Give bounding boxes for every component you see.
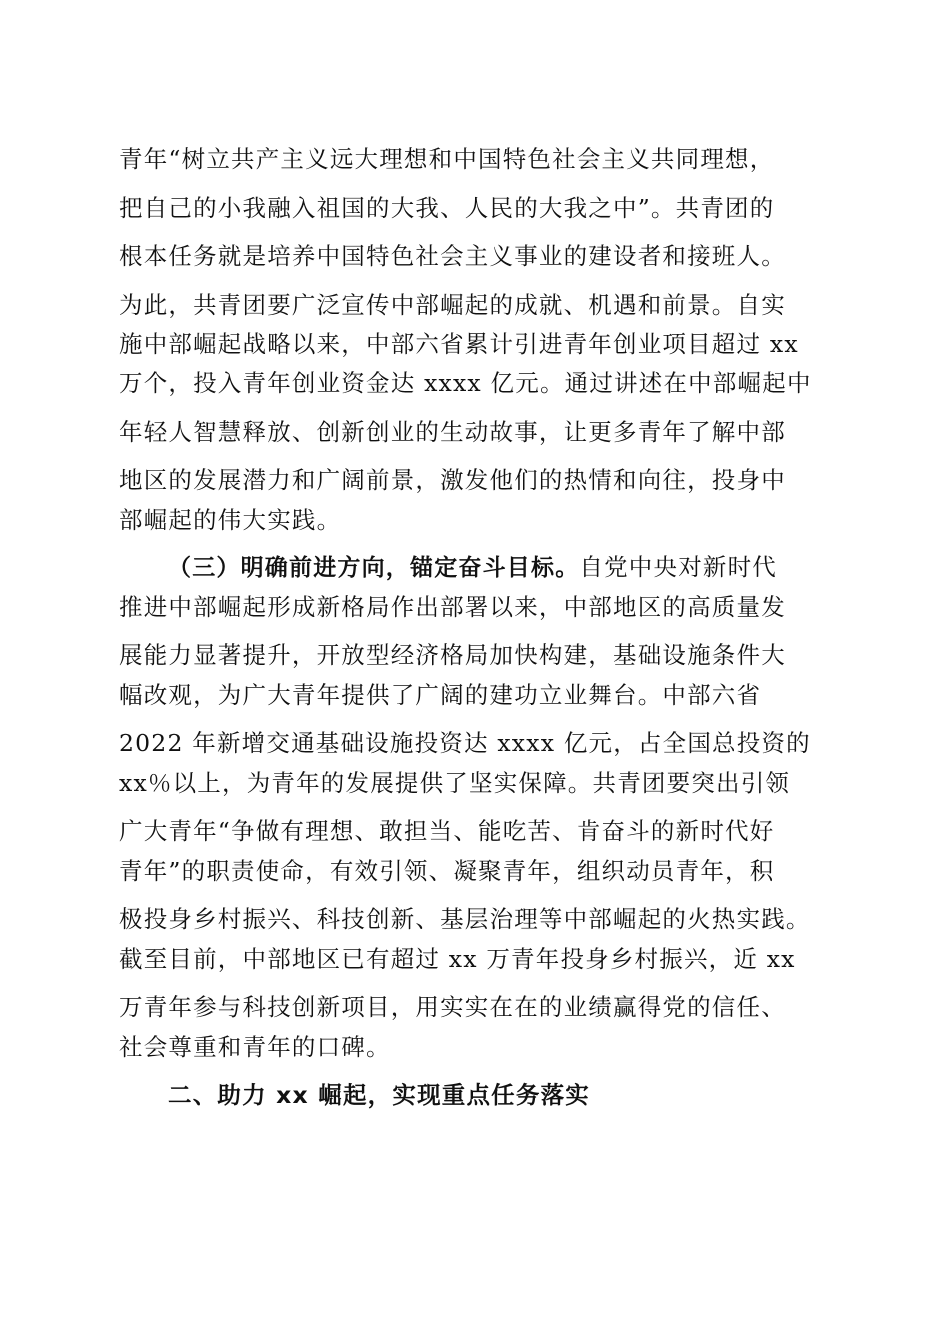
paragraph-line: 施中部崛起战略以来，中部六省累计引进青年创业项目超过 xx xyxy=(119,330,799,358)
section-heading: 二、助力 xx 崛起，实现重点任务落实 xyxy=(168,1081,590,1109)
paragraph-line: 万个，投入青年创业资金达 xxxx 亿元。通过讲述在中部崛起中 xyxy=(119,369,812,397)
paragraph-line: 社会尊重和青年的口碑。 xyxy=(119,1033,391,1061)
paragraph-line: 青年”的职责使命，有效引领、凝聚青年，组织动员青年，积 xyxy=(119,857,775,885)
section-3-first-line-text: 自党中央对新时代 xyxy=(579,553,778,581)
section-3-first-line xyxy=(168,552,777,583)
paragraph-line: xx％以上，为青年的发展提供了坚实保障。共青团要突出引领 xyxy=(119,769,791,797)
paragraph-line: 极投身乡村振兴、科技创新、基层治理等中部崛起的火热实践。 xyxy=(119,905,811,933)
paragraph-line: 年轻人智慧释放、创新创业的生动故事，让更多青年了解中部 xyxy=(119,418,786,446)
paragraph-line: 广大青年“争做有理想、敢担当、能吃苦、肯奋斗的新时代好 xyxy=(119,817,775,845)
paragraph-line: 青年“树立共产主义远大理想和中国特色社会主义共同理想， xyxy=(119,145,775,173)
paragraph-line: 万青年参与科技创新项目，用实实在在的业绩赢得党的信任、 xyxy=(119,993,786,1021)
paragraph-line: 推进中部崛起形成新格局作出部署以来，中部地区的高质量发 xyxy=(119,593,786,621)
paragraph-line: 幅改观，为广大青年提供了广阔的建功立业舞台。中部六省 xyxy=(119,681,762,709)
paragraph-line: 把自己的小我融入祖国的大我、人民的大我之中”。共青团的 xyxy=(119,194,775,222)
paragraph-line: 截至目前，中部地区已有超过 xx 万青年投身乡村振兴，近 xx xyxy=(119,945,796,973)
paragraph-line: 地区的发展潜力和广阔前景，激发他们的热情和向往，投身中 xyxy=(119,466,786,494)
section-3-title: （三）明确前进方向，锚定奋斗目标。 xyxy=(168,555,580,581)
paragraph-line: 2022 年新增交通基础设施投资达 xxxx 亿元，占全国总投资的 xyxy=(119,729,811,757)
paragraph-line: 为此，共青团要广泛宣传中部崛起的成就、机遇和前景。自实 xyxy=(119,291,786,319)
paragraph-line: 根本任务就是培养中国特色社会主义事业的建设者和接班人。 xyxy=(119,242,786,270)
paragraph-line: 展能力显著提升，开放型经济格局加快构建，基础设施条件大 xyxy=(119,641,786,669)
paragraph-line: 部崛起的伟大实践。 xyxy=(119,506,342,534)
